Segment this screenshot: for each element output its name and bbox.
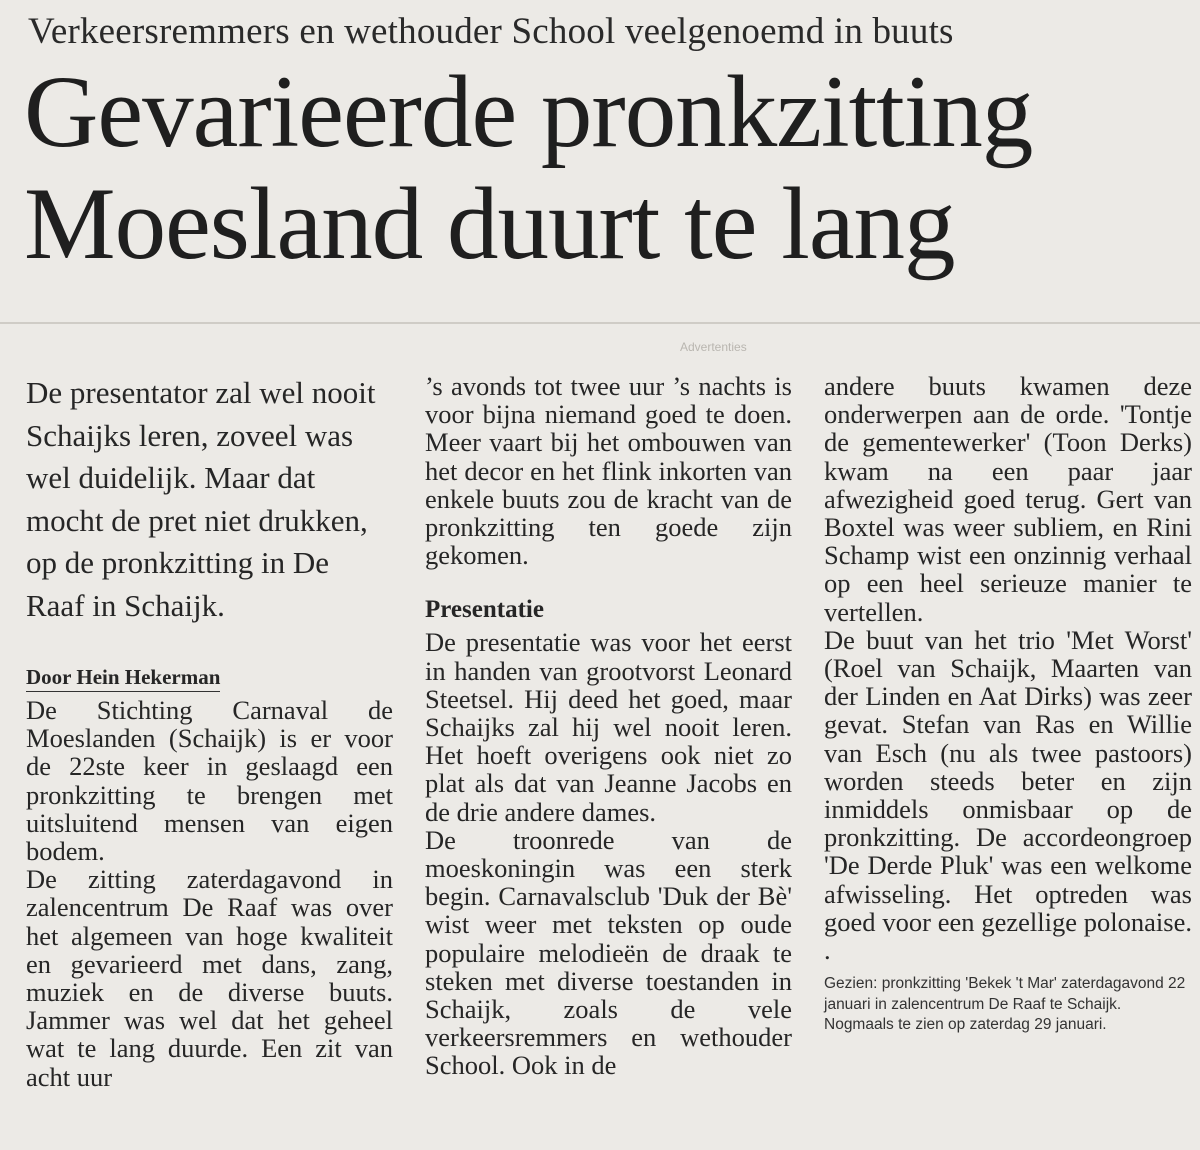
headline-line-1: Gevarieerde pronkzitting: [24, 55, 1033, 169]
byline-row: [26, 661, 393, 696]
subheading-presentatie: Presentatie: [425, 596, 544, 624]
intro-paragraph: De presentator zal wel nooit Schaijks leren, zoveel was wel duidelijk. Maar dat mocht de pret niet drukken, op de pronkzitting in De Raaf in Schaijk.: [26, 375, 376, 623]
body-paragraph: De zitting zaterdagavond in zalencentrum De Raaf was over het algemeen van hoge kwaliteit en gevarieerd met dans, zang, muziek en de diverse buuts. Jammer was wel dat het geheel wat te lang duurde. Een zit van acht uur: [26, 864, 393, 1092]
body-paragraph: De presentatie was voor het eerst in handen van grootvorst Leonard Steetsel. Hij deed het goed, maar Schaijks zal hij wel nooit leren. Het hoeft overigens ook niet zo plat als dat van Jeanne Jacobs en de drie andere dames.: [425, 627, 792, 827]
section-divider: [0, 322, 1200, 324]
byline: Door Hein Hekerman: [26, 663, 220, 692]
kicker: Verkeersremmers en wethouder School veelgenoemd in buuts: [28, 11, 954, 52]
body-paragraph: De buut van het trio 'Met Worst' (Roel van Schaijk, Maarten van der Linden en Aat Dirks) was zeer gevat. Stefan van Ras en Willie van Esch (nu als twee pastoors) worden steeds beter en zijn inmiddels onmisbaar op de pronkzitting. De accordeongroep 'De Derde Pluk' was een welkome afwisseling. Het optreden was goed voor een gezellige polonaise. .: [824, 624, 1192, 966]
body-paragraph: De troonrede van de moeskoningin was een sterk begin. Carnavalsclub 'Duk der Bè' wist weer met teksten op oude populaire melodieën de draak te steken met diverse toestanden in Schaijk, zoals de vele verkeersremmers en wethouder School. Ook in de: [425, 824, 792, 1081]
column-2: [425, 372, 792, 1080]
headline: [24, 56, 1184, 280]
body-paragraph: ’s avonds tot twee uur ’s nachts is voor bijna niemand goed te doen. Meer vaart bij het ombouwen van het decor en het flink inkorten van enkele buuts zou de kracht van de pronkzitting ten goede zijn gekomen.: [425, 371, 792, 571]
ad-label: Advertenties: [680, 340, 747, 354]
headline-line-2: Moesland duurt te lang: [24, 167, 955, 281]
body-paragraph: De Stichting Carnaval de Moeslanden (Schaijk) is er voor de 22ste keer in geslaagd een pronkzitting te brengen met uitsluitend mensen van eigen bodem.: [26, 695, 393, 867]
column-1: [26, 372, 393, 1091]
body-paragraph: andere buuts kwamen deze onderwerpen aan de orde. 'Tontje de gementewerker' (Toon Derks) kwam na een paar jaar afwezigheid goed terug. Gert van Boxtel was weer subliem, en Rini Schamp wist een onzinnig verhaal op een heel serieuze manier te vertellen.: [824, 371, 1192, 627]
column-3: [824, 372, 1192, 1036]
event-info-caption: Gezien: pronkzitting 'Bekek 't Mar' zaterdagavond 22 januari in zalencentrum De Raaf te Schaijk. Nogmaals te zien op zaterdag 29 januari.: [824, 975, 1186, 1034]
